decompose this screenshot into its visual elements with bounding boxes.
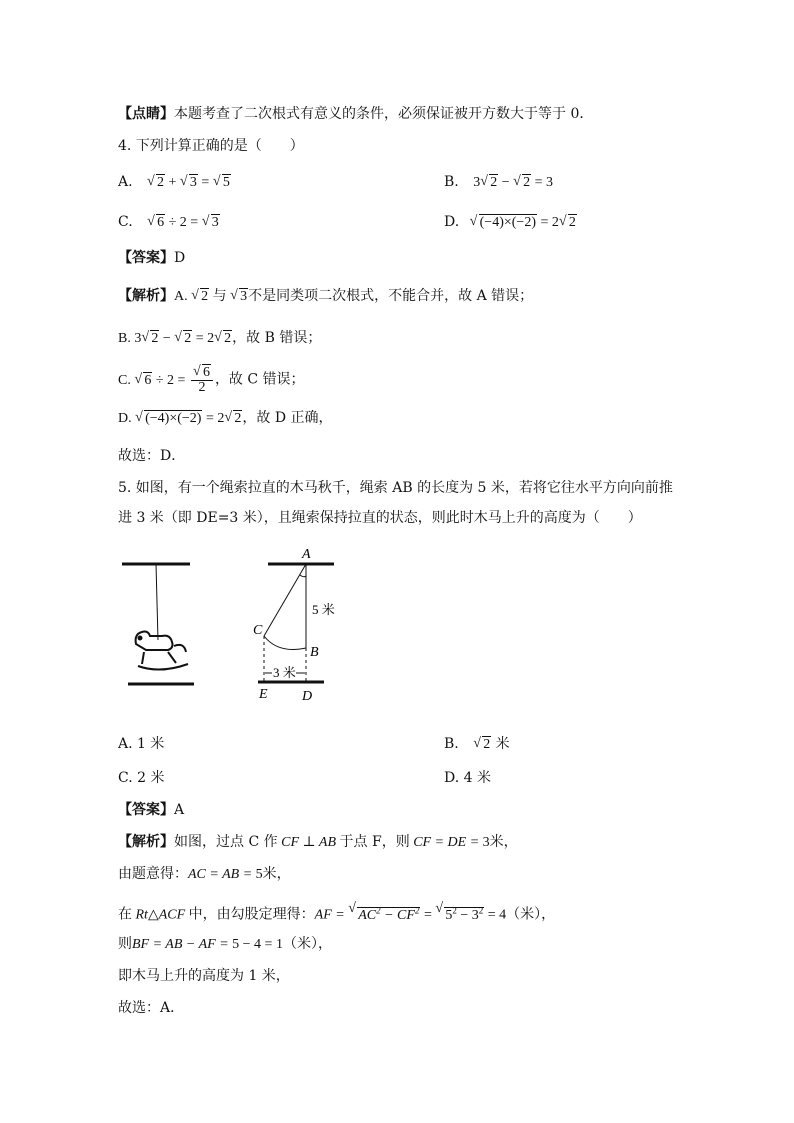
angle-mark-a	[300, 575, 306, 577]
q5-line2-b: 米，	[262, 866, 291, 882]
q4-analysis-a: 【解析】A. √ 2 与 √ 3不是同类项二次根式，不能合并，故 A 错误；	[118, 286, 533, 307]
q5-analysis-line4: 则BF = AB − AF = 5 − 4 = 1（米），	[118, 936, 332, 952]
q5-answer-label: 【答案】	[118, 802, 174, 818]
label-rope-length: 5 米	[312, 602, 335, 617]
q4-option-a	[118, 172, 231, 193]
q4-option-c-expr: √ 6 ÷ 2 = √ 3	[147, 215, 220, 230]
label-d: D	[302, 689, 313, 702]
q5-option-b-value: 2	[483, 737, 491, 752]
q5-line3-c: （米），	[506, 906, 556, 923]
q5-line3-b: 中，由勾股定理得：	[188, 906, 315, 923]
rocking-horse-icon	[136, 632, 188, 670]
q4-analysis-label: 【解析】	[118, 288, 174, 304]
q4-analysis-c: C. √ 6 ÷ 2 = √ $\frac{6}{2}$ ，故 C 错误；	[118, 366, 305, 395]
q5-conclusion: 故选：A．	[118, 1000, 185, 1016]
q5-line2-a: 由题意得：	[118, 866, 188, 882]
label-push-distance: 3 米	[273, 665, 296, 680]
q5-figure	[118, 542, 378, 702]
q4-answer-label: 【答案】	[118, 250, 174, 266]
q5-stem-line1: 5. 如图，有一个绳索拉直的木马秋千，绳索 AB 的长度为 5 米，若将它往水平方向向前推	[118, 480, 673, 496]
q5-option-c: C. 2 米	[118, 770, 165, 786]
q4-option-d-label: D.	[444, 214, 460, 230]
label-c: C	[253, 623, 263, 638]
q5-option-b-label: B.	[444, 736, 459, 752]
label-b: B	[310, 645, 319, 660]
q5-line1-a: 如图，过点 C 作	[174, 834, 278, 850]
q4-analysis-d: D. √ (−4)×(−2) = 2√ 2，故 D 正确，	[118, 408, 333, 429]
q5-stem-line2: 进 3 米（即 DE=3 米），且绳索保持拉直的状态，则此时木马上升的高度为（ ）	[118, 510, 642, 526]
q5-analysis-line5: 即木马上升的高度为 1 米，	[118, 968, 290, 984]
q4-option-c	[118, 212, 220, 233]
dianjing-text: 本题考查了二次根式有意义的条件，必须保证被开方数大于等于 0．	[174, 106, 594, 122]
q4-option-b-label: B.	[444, 174, 459, 190]
q5-answer	[118, 800, 184, 820]
q5-line1-b: 于点 F，则	[339, 834, 410, 850]
q5-answer-value: A	[174, 802, 185, 818]
q4-option-c-label: C.	[118, 214, 133, 230]
dianjing-label: 【点睛】	[118, 106, 174, 122]
segment-ac	[264, 564, 306, 636]
q5-option-b-unit: 米	[495, 736, 510, 752]
q4-answer-value: D	[174, 250, 186, 266]
q5-line3-a: 在	[118, 906, 132, 923]
q5-line1-c: 米，	[489, 834, 518, 850]
q5-option-b	[444, 734, 510, 755]
q4-option-a-label: A.	[118, 174, 133, 190]
q4-analysis-d-text: ，故 D 正确，	[242, 410, 333, 426]
q4-option-a-expr: √ 2 + √ 3 = √ 5	[147, 175, 231, 190]
q5-analysis-label: 【解析】	[118, 834, 174, 850]
q4-option-b-expr: 3√ 2 − √ 2 = 3	[473, 175, 553, 190]
q4-analysis-a-text: 不是同类项二次根式，不能合并，故 A 错误；	[248, 288, 534, 304]
q4-option-b	[444, 172, 553, 193]
q5-analysis-line2: 由题意得：AC = AB = 5米，	[118, 866, 291, 882]
swing-rope	[156, 564, 158, 640]
q5-line4-a: 则	[118, 936, 132, 952]
label-e: E	[259, 687, 268, 702]
q4-stem: 4. 下列计算正确的是（ ）	[118, 138, 304, 154]
arc-cb	[264, 636, 306, 650]
q4-conclusion: 故选：D．	[118, 448, 186, 464]
q4-analysis-c-text: ，故 C 错误；	[214, 371, 305, 388]
q4-option-d-expr: √ (−4)×(−2) = 2√ 2	[470, 215, 577, 230]
q5-analysis-line1: 【解析】如图，过点 C 作 CF ⊥ AB 于点 F，则 CF = DE = 3米，	[118, 834, 518, 850]
dianjing-line	[118, 104, 593, 124]
q5-analysis-line3: 在 Rt△ACF 中，由勾股定理得：AF = √ $AC^2 - CF^2$ = √ $5^2 - 3^2 = 4$（米），	[118, 900, 555, 926]
q4-analysis-b: B. 3√ 2 − √ 2 = 2√ 2，故 B 错误；	[118, 328, 321, 349]
label-a: A	[302, 547, 311, 562]
q5-option-a: A. 1 米	[118, 736, 165, 752]
q4-option-d	[444, 212, 577, 233]
q4-analysis-b-text: ，故 B 错误；	[232, 330, 322, 346]
q4-answer	[118, 248, 185, 268]
q5-line4-b: （米），	[282, 936, 332, 952]
q5-option-d: D. 4 米	[444, 770, 491, 786]
